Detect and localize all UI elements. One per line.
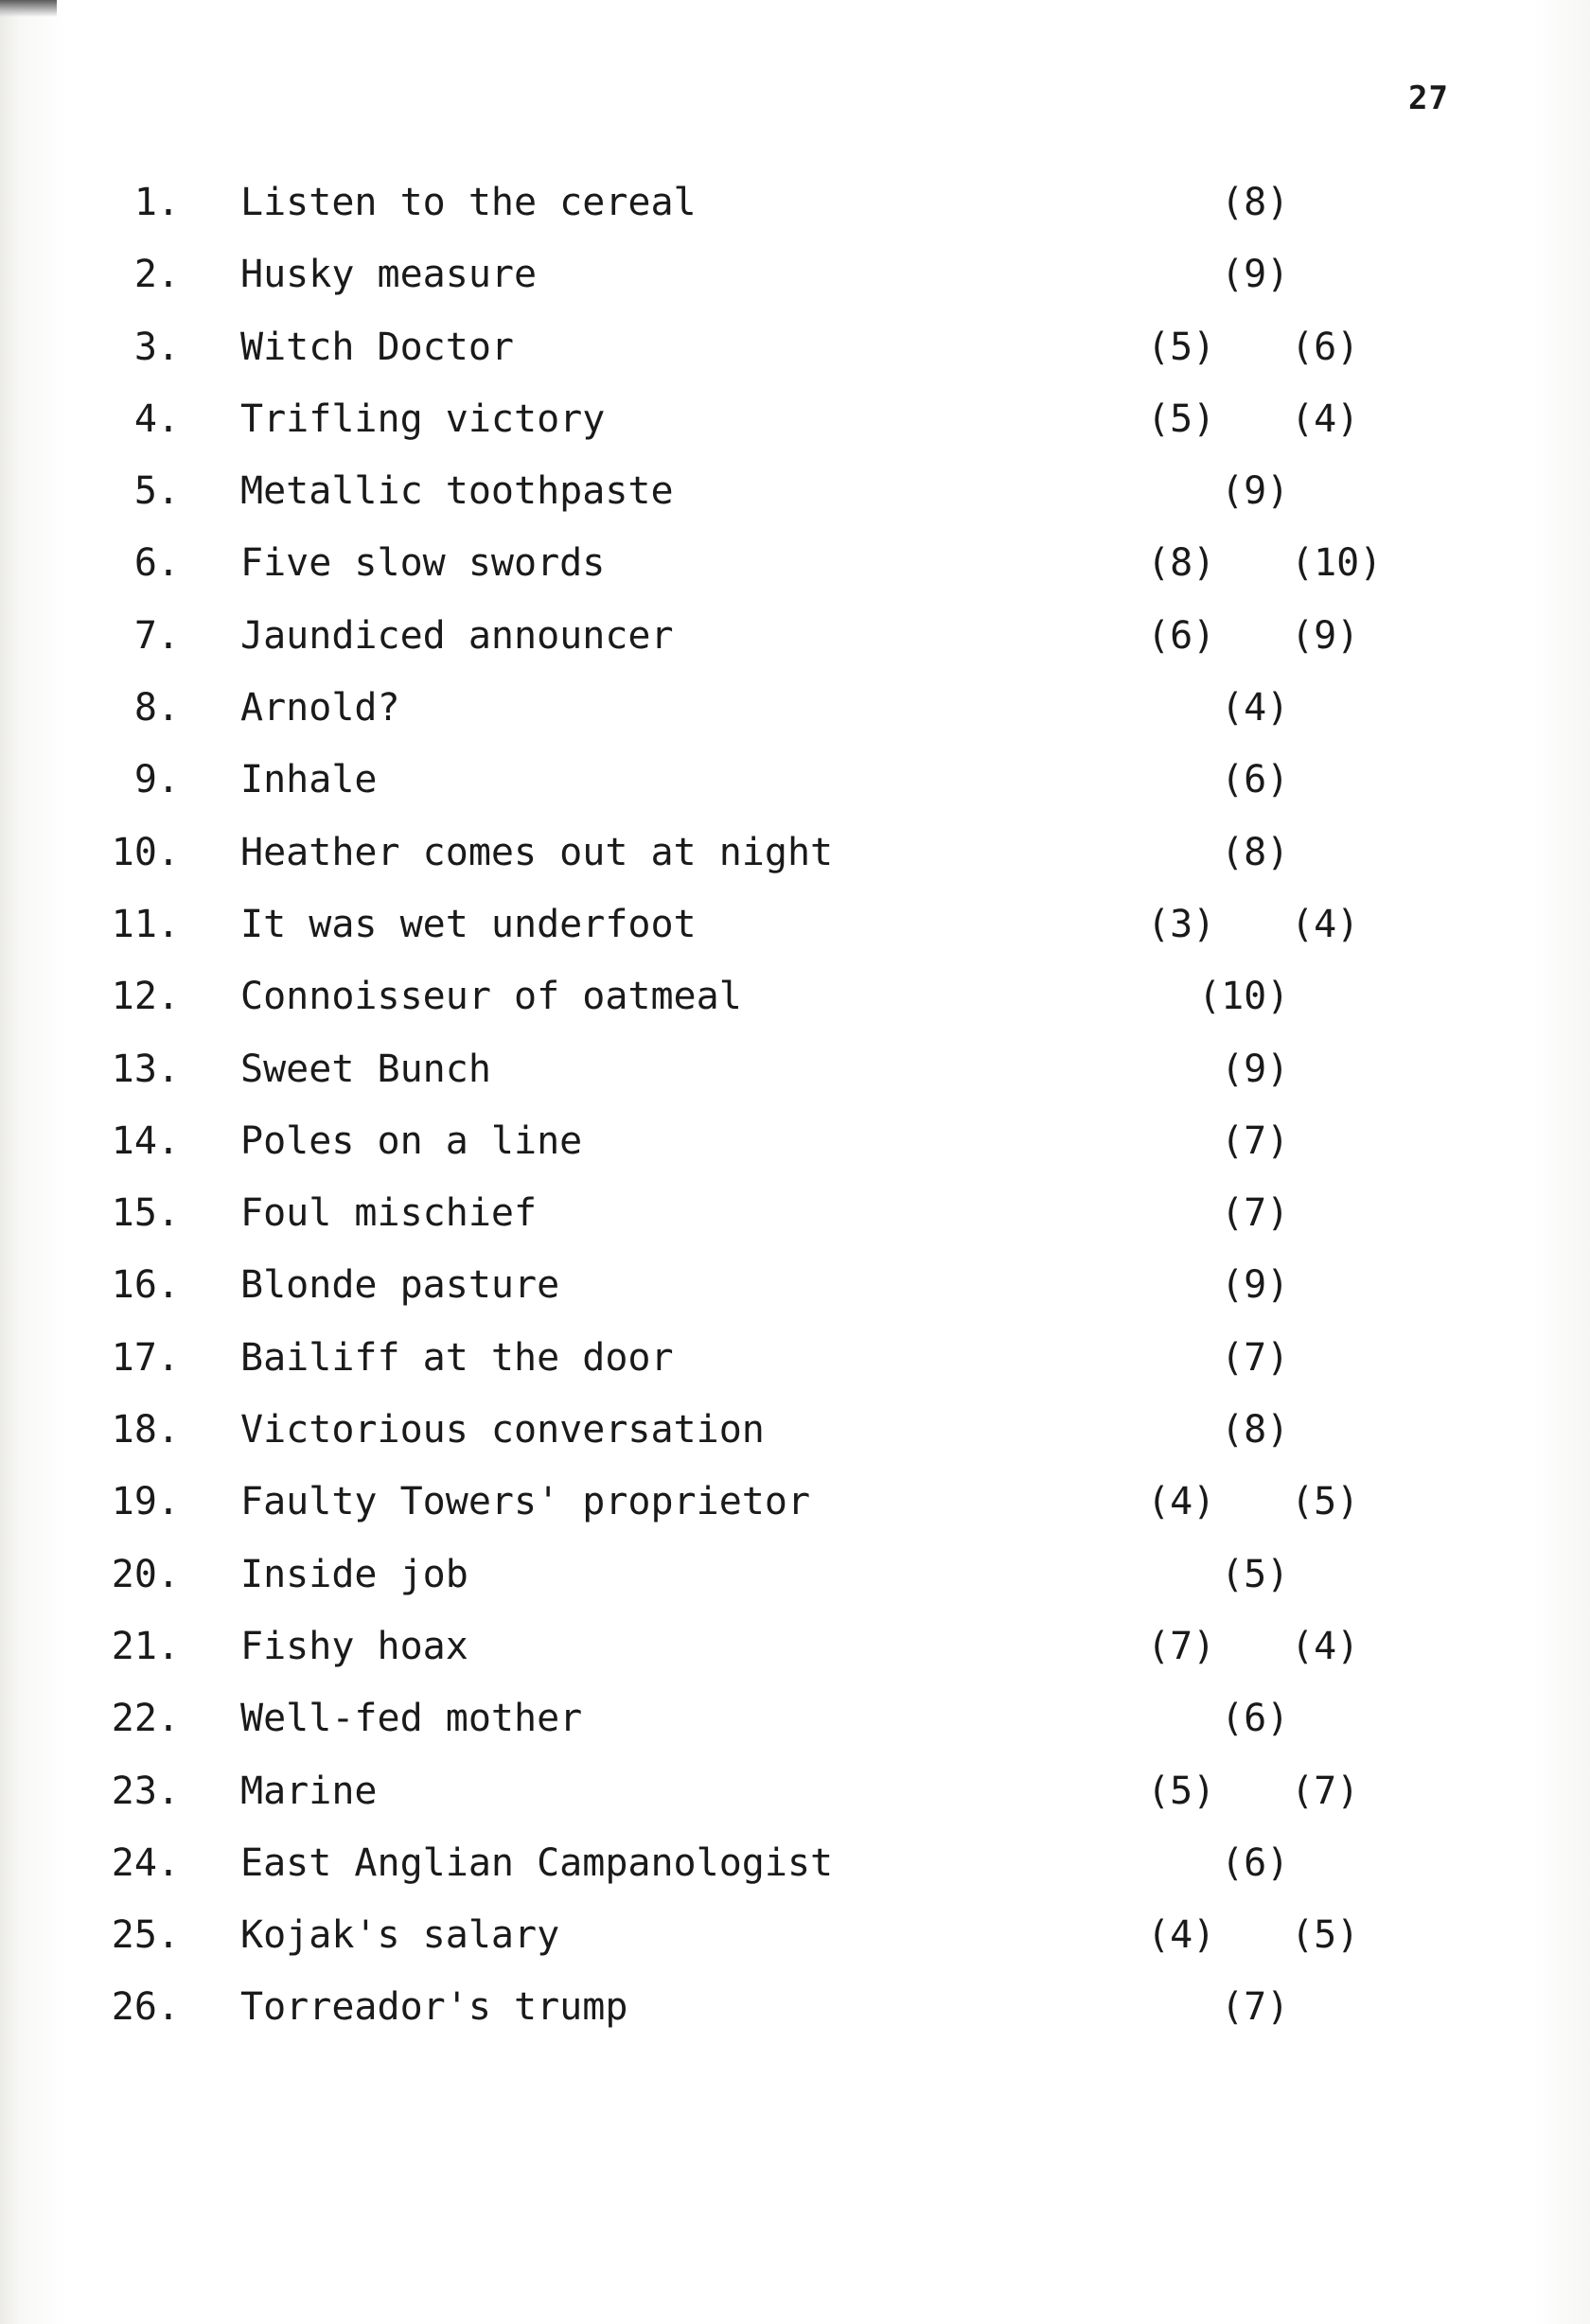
answer-length-first: (8): [1147, 541, 1216, 586]
clue-number: 21.: [111, 1624, 180, 1668]
answer-length-first: (6): [1147, 613, 1216, 658]
clue-row: [0, 1322, 1590, 1394]
clue-number: 24.: [111, 1840, 180, 1885]
clue-number: 25.: [111, 1913, 180, 1958]
clue-row: [0, 817, 1590, 889]
clue-text: Fishy hoax: [240, 1624, 468, 1668]
clue-text: Trifling victory: [240, 396, 606, 441]
clue-number: 9.: [133, 758, 180, 802]
clue-number: 22.: [111, 1697, 180, 1741]
answer-length-second: (4): [1291, 1624, 1360, 1668]
answer-length: (7): [1221, 1118, 1290, 1163]
answer-length: (8): [1221, 181, 1290, 224]
clue-number: 10.: [111, 830, 180, 874]
clue-row: [0, 1899, 1590, 1971]
answer-length: (9): [1221, 253, 1290, 297]
answer-length-second: (10): [1291, 541, 1383, 586]
clue-row: [0, 744, 1590, 816]
answer-length: (9): [1221, 1047, 1290, 1091]
answer-length-first: (7): [1147, 1624, 1216, 1668]
clue-number: 11.: [111, 902, 180, 946]
clue-text: Well-fed mother: [240, 1697, 583, 1741]
clue-number: 20.: [111, 1552, 180, 1596]
clue-row: [0, 889, 1590, 960]
answer-length-second: (7): [1291, 1769, 1360, 1813]
clue-number: 6.: [133, 541, 180, 586]
clue-row: [0, 1249, 1590, 1321]
answer-length: (6): [1221, 1697, 1290, 1741]
answer-length: (7): [1221, 1985, 1290, 2030]
answer-length-first: (4): [1147, 1480, 1216, 1524]
clue-row: [0, 1682, 1590, 1754]
scan-edge-shadow: [0, 0, 57, 17]
clue-number: 16.: [111, 1263, 180, 1308]
clue-text: Torreador's trump: [240, 1985, 628, 2030]
answer-length-second: (5): [1291, 1913, 1360, 1958]
clue-number: 13.: [111, 1047, 180, 1091]
clue-text: Witch Doctor: [240, 325, 514, 369]
clue-row: [0, 1611, 1590, 1682]
clue-number: 23.: [111, 1769, 180, 1813]
answer-length: (4): [1221, 686, 1290, 731]
clue-text: Inhale: [240, 758, 378, 802]
clue-text: Jaundiced announcer: [240, 613, 674, 658]
clue-row: [0, 1105, 1590, 1177]
clue-text: Blonde pasture: [240, 1263, 560, 1308]
clue-row: [0, 311, 1590, 383]
clue-number: 19.: [111, 1480, 180, 1524]
answer-length-second: (9): [1291, 613, 1360, 658]
answer-length: (5): [1221, 1552, 1290, 1596]
clue-text: Sweet Bunch: [240, 1047, 491, 1091]
answer-length: (9): [1221, 1263, 1290, 1308]
clue-text: Arnold?: [240, 686, 400, 731]
clue-text: Inside job: [240, 1552, 468, 1596]
answer-length: (10): [1198, 975, 1290, 1019]
clue-text: Kojak's salary: [240, 1913, 560, 1958]
clue-text: It was wet underfoot: [240, 902, 697, 946]
answer-length-first: (5): [1147, 325, 1216, 369]
clue-text: Victorious conversation: [240, 1408, 765, 1452]
answer-length: (8): [1221, 830, 1290, 874]
clue-number: 26.: [111, 1985, 180, 2030]
clue-row: [0, 1971, 1590, 2043]
answer-length: (7): [1221, 1191, 1290, 1236]
clue-text: Foul mischief: [240, 1191, 538, 1236]
clue-row: [0, 1033, 1590, 1105]
clue-row: [0, 1177, 1590, 1249]
clue-row: [0, 167, 1590, 238]
clue-row: [0, 455, 1590, 527]
answer-length: (6): [1221, 758, 1290, 802]
clue-text: Faulty Towers' proprietor: [240, 1480, 811, 1524]
clue-number: 1.: [133, 181, 180, 224]
clue-row: [0, 600, 1590, 672]
clue-number: 2.: [133, 253, 180, 297]
clue-row: [0, 1755, 1590, 1827]
clue-list: [0, 167, 1590, 2044]
clue-text: Marine: [240, 1769, 378, 1813]
answer-length: (7): [1221, 1335, 1290, 1380]
clue-text: Connoisseur of oatmeal: [240, 975, 742, 1019]
answer-length-first: (3): [1147, 902, 1216, 946]
clue-number: 4.: [133, 396, 180, 441]
clue-row: [0, 1539, 1590, 1611]
clue-text: Listen to the cereal: [240, 181, 697, 224]
clue-number: 18.: [111, 1408, 180, 1452]
clue-number: 17.: [111, 1335, 180, 1380]
answer-length-first: (5): [1147, 1769, 1216, 1813]
answer-length-second: (5): [1291, 1480, 1360, 1524]
clue-text: Husky measure: [240, 253, 538, 297]
answer-length-first: (4): [1147, 1913, 1216, 1958]
answer-length-second: (4): [1291, 396, 1360, 441]
clue-text: Poles on a line: [240, 1118, 583, 1163]
clue-row: [0, 1827, 1590, 1899]
clue-row: [0, 238, 1590, 310]
answer-length: (9): [1221, 469, 1290, 514]
clue-number: 12.: [111, 975, 180, 1019]
clue-row: [0, 1466, 1590, 1538]
clue-row: [0, 960, 1590, 1032]
answer-length: (6): [1221, 1840, 1290, 1885]
clue-row: [0, 527, 1590, 599]
clue-text: East Anglian Campanologist: [240, 1840, 834, 1885]
clue-number: 8.: [133, 686, 180, 731]
clue-number: 7.: [133, 613, 180, 658]
answer-length-first: (5): [1147, 396, 1216, 441]
page-number: 27: [1408, 79, 1449, 117]
clue-number: 15.: [111, 1191, 180, 1236]
clue-text: Bailiff at the door: [240, 1335, 674, 1380]
answer-length-second: (6): [1291, 325, 1360, 369]
clue-text: Heather comes out at night: [240, 830, 834, 874]
clue-text: Five slow swords: [240, 541, 606, 586]
clue-row: [0, 1394, 1590, 1466]
clue-number: 3.: [133, 325, 180, 369]
clue-row: [0, 383, 1590, 455]
answer-length-second: (4): [1291, 902, 1360, 946]
clue-row: [0, 672, 1590, 744]
clue-number: 14.: [111, 1118, 180, 1163]
clue-text: Metallic toothpaste: [240, 469, 674, 514]
clue-number: 5.: [133, 469, 180, 514]
answer-length: (8): [1221, 1408, 1290, 1452]
